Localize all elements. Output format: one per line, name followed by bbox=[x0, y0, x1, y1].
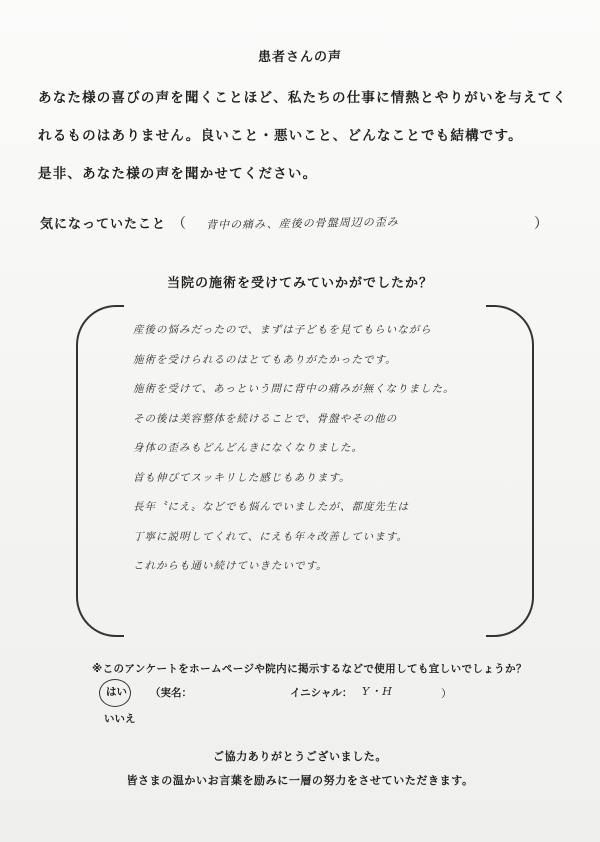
initial-handwritten-value: Y・H bbox=[362, 685, 393, 698]
answer-line: 長年〝にえ〟などでも悩んでいましたが、都度先生は bbox=[133, 501, 409, 513]
realname-label: （実名： bbox=[150, 687, 192, 699]
answer-line: その後は美容整体を続けることで、骨盤やその他の bbox=[133, 412, 398, 425]
answer-line: 丁寧に説明してくれて、にえも年々改善しています。 bbox=[133, 530, 408, 543]
answer-line: これからも通い続けていきたいです。 bbox=[133, 560, 328, 572]
answer-line: 施術を受けて、あっという間に背中の痛みが無くなりました。 bbox=[133, 383, 455, 395]
intro-line-2: れるものはありません。良いこと・悪いこと、どんなことでも結構です。 bbox=[38, 128, 523, 144]
initial-paren-close: ） bbox=[441, 687, 452, 700]
consent-yes-option: はい bbox=[106, 686, 127, 698]
answer-line: 施術を受けられるのはとてもありがたかったです。 bbox=[133, 353, 397, 366]
concern-paren-open: （ bbox=[172, 216, 186, 232]
concern-paren-close: ） bbox=[534, 216, 548, 232]
thanks-line-2: 皆さまの温かいお言葉を励みに一層の努力をさせていただきます。 bbox=[126, 774, 474, 787]
initial-label: イニシャル： bbox=[290, 687, 353, 699]
thanks-line-1: ご協力ありがとうございました。 bbox=[213, 750, 387, 763]
concern-label: 気になっていたこと bbox=[40, 217, 167, 232]
answer-bracket-right bbox=[486, 305, 534, 637]
answer-line: 産後の悩みだったので、まずは子どもを見てもらいながら bbox=[133, 324, 432, 336]
treatment-question: 当院の施術を受けてみていかがでしたか？ bbox=[166, 276, 433, 291]
intro-line-1: あなた様の喜びの声を聞くことほど、私たちの仕事に情熱とやりがいを与えてく bbox=[38, 90, 568, 106]
handwritten-answer bbox=[133, 316, 478, 582]
form-title: 患者さんの声 bbox=[257, 50, 342, 65]
concern-row bbox=[40, 213, 560, 237]
consent-no-option: いいえ bbox=[104, 713, 136, 725]
consent-question: ※このアンケートをホームページや院内に掲示するなどで使用しても宜しいでしょうか？ bbox=[92, 663, 527, 675]
answer-line: 身体の歪みもどんどんきになくなりました。 bbox=[133, 442, 363, 454]
answer-line: 首も伸びてスッキリした感じもあります。 bbox=[133, 471, 351, 484]
concern-handwritten-answer: 背中の痛み、産後の骨盤周辺の歪み bbox=[205, 215, 399, 232]
answer-bracket-left bbox=[76, 305, 124, 637]
intro-line-3: 是非、あなた様の声を聞かせてください。 bbox=[38, 166, 318, 182]
